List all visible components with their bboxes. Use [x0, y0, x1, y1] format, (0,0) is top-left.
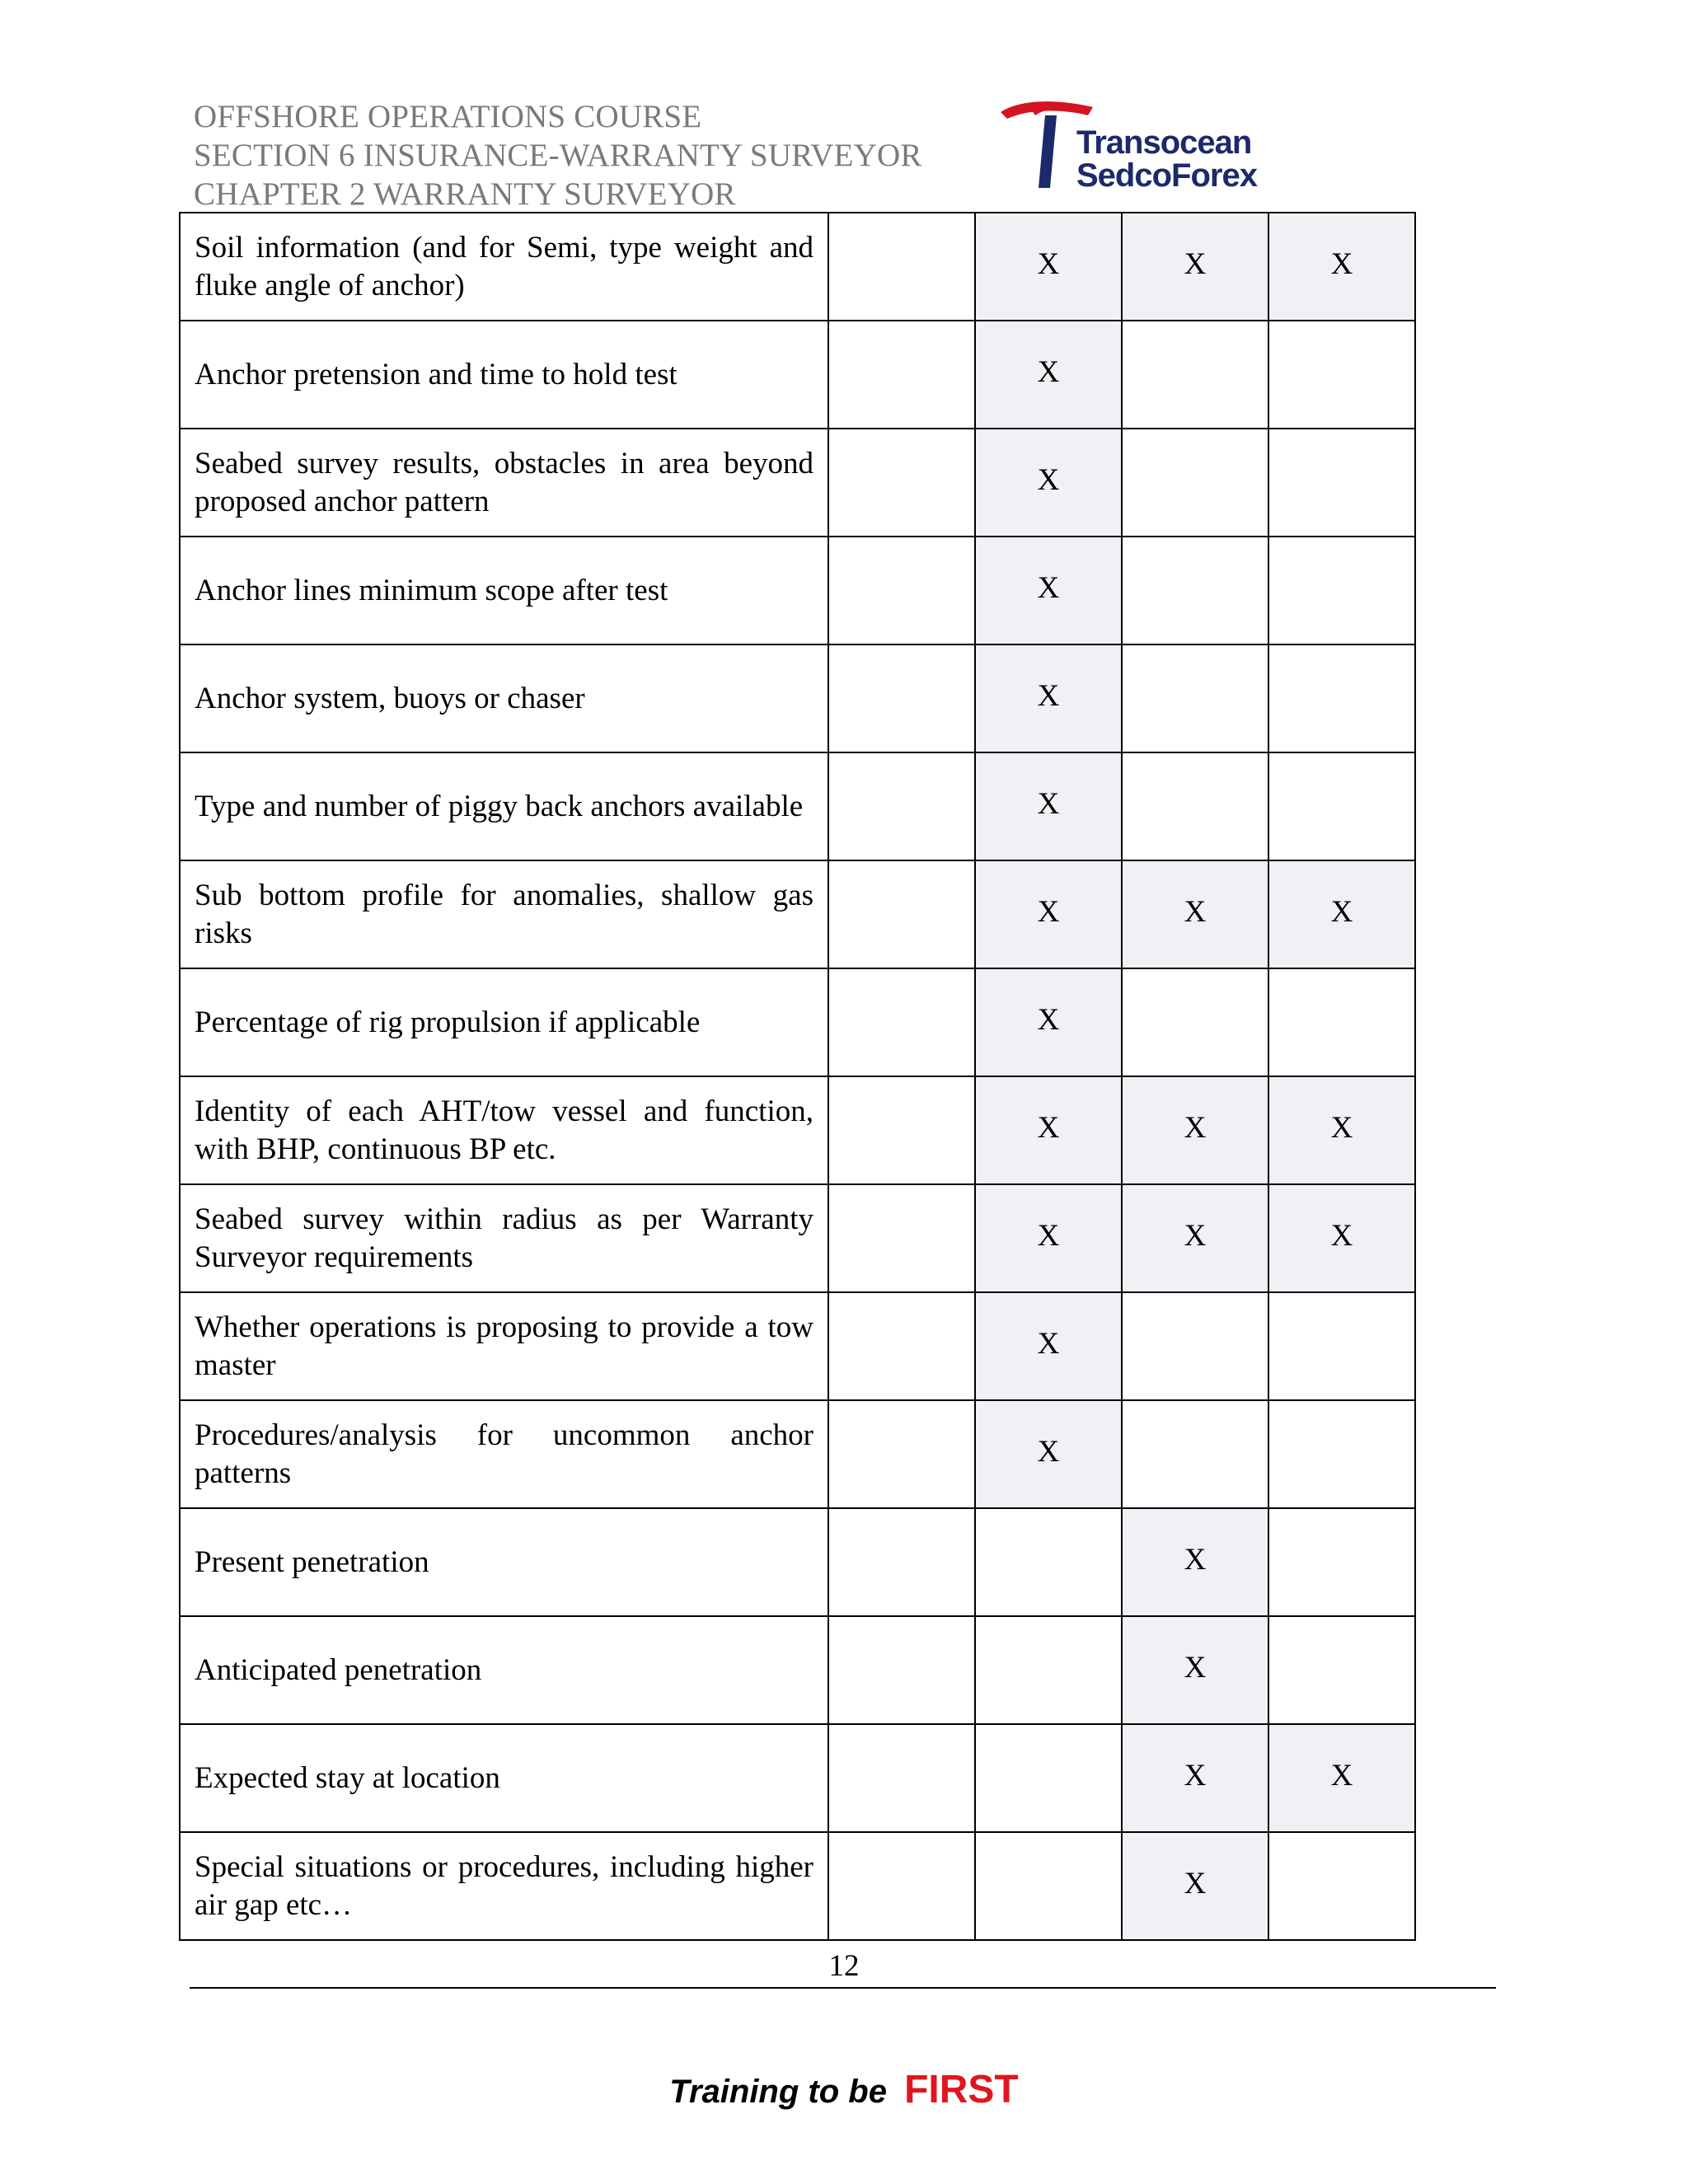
mark-cell: [975, 1616, 1122, 1724]
row-description: Seabed survey results, obstacles in area beyond proposed anchor pattern: [180, 429, 828, 537]
empty-cell: [828, 1724, 975, 1832]
mark-cell: [975, 1724, 1122, 1832]
mark-cell: X: [975, 213, 1122, 321]
table-row: [180, 860, 1415, 968]
row-description: Type and number of piggy back anchors available: [180, 752, 828, 860]
mark-cell: X: [975, 752, 1122, 860]
header-course-title: OFFSHORE OPERATIONS COURSE: [194, 99, 702, 134]
mark-cell: [1268, 321, 1415, 429]
mark-cell: X: [1268, 213, 1415, 321]
empty-cell: [828, 429, 975, 537]
mark-cell: X: [1122, 213, 1268, 321]
table-row: [180, 1832, 1415, 1940]
mark-cell: [975, 1832, 1122, 1940]
row-description: Expected stay at location: [180, 1724, 828, 1832]
footer-slogan: [0, 2067, 1688, 2112]
mark-cell: X: [975, 321, 1122, 429]
mark-cell: [1122, 321, 1268, 429]
footer-slogan-text: Training to be: [669, 2074, 887, 2110]
mark-cell: X: [1122, 860, 1268, 968]
empty-cell: [828, 752, 975, 860]
mark-cell: X: [1268, 1184, 1415, 1292]
empty-cell: [828, 1832, 975, 1940]
warranty-table-body: [180, 213, 1415, 1940]
empty-cell: [828, 1508, 975, 1616]
mark-cell: X: [975, 1292, 1122, 1400]
mark-cell: X: [1268, 1076, 1415, 1184]
empty-cell: [828, 213, 975, 321]
footer-divider: [190, 1987, 1496, 1989]
empty-cell: [828, 860, 975, 968]
mark-cell: [1268, 644, 1415, 752]
mark-cell: X: [975, 644, 1122, 752]
header-section-title: SECTION 6 INSURANCE-WARRANTY SURVEYOR: [194, 138, 922, 173]
row-description: Procedures/analysis for uncommon anchor patterns: [180, 1400, 828, 1508]
mark-cell: [1268, 1400, 1415, 1508]
mark-cell: [1122, 1400, 1268, 1508]
mark-cell: X: [1122, 1508, 1268, 1616]
mark-cell: [1122, 537, 1268, 644]
table-row: [180, 1724, 1415, 1832]
empty-cell: [828, 1616, 975, 1724]
table-row: [180, 537, 1415, 644]
mark-cell: X: [1122, 1832, 1268, 1940]
table-row: [180, 1184, 1415, 1292]
empty-cell: [828, 321, 975, 429]
table-row: [180, 1292, 1415, 1400]
mark-cell: [1122, 429, 1268, 537]
mark-cell: X: [975, 860, 1122, 968]
row-description: Percentage of rig propulsion if applicable: [180, 968, 828, 1076]
transocean-logo: [996, 97, 1292, 196]
mark-cell: X: [975, 968, 1122, 1076]
mark-cell: X: [975, 429, 1122, 537]
row-description: Anchor system, buoys or chaser: [180, 644, 828, 752]
mark-cell: [1268, 1292, 1415, 1400]
page-number: 12: [828, 1949, 860, 1983]
mark-cell: [1268, 1508, 1415, 1616]
mark-cell: X: [975, 1184, 1122, 1292]
warranty-requirements-table: [179, 212, 1416, 1941]
table-row: [180, 1508, 1415, 1616]
mark-cell: [1268, 1616, 1415, 1724]
mark-cell: X: [1268, 1724, 1415, 1832]
mark-cell: X: [975, 537, 1122, 644]
empty-cell: [828, 1076, 975, 1184]
mark-cell: [975, 1508, 1122, 1616]
mark-cell: [1122, 1292, 1268, 1400]
running-header: [194, 97, 1018, 213]
footer-slogan-highlight: FIRST: [904, 2068, 1019, 2111]
row-description: Present penetration: [180, 1508, 828, 1616]
table-row: [180, 213, 1415, 321]
empty-cell: [828, 644, 975, 752]
mark-cell: X: [1122, 1076, 1268, 1184]
table-row: [180, 968, 1415, 1076]
logo-wordmark-line1: Transocean: [1076, 124, 1252, 161]
empty-cell: [828, 1292, 975, 1400]
row-description: Identity of each AHT/tow vessel and function, with BHP, continuous BP etc.: [180, 1076, 828, 1184]
logo-wordmark-line2: SedcoForex: [1076, 157, 1257, 194]
row-description: Anticipated penetration: [180, 1616, 828, 1724]
row-description: Anchor lines minimum scope after test: [180, 537, 828, 644]
mark-cell: [1122, 968, 1268, 1076]
header-chapter-title: CHAPTER 2 WARRANTY SURVEYOR: [194, 176, 736, 212]
mark-cell: [1268, 537, 1415, 644]
mark-cell: X: [975, 1400, 1122, 1508]
row-description: Anchor pretension and time to hold test: [180, 321, 828, 429]
table-row: [180, 644, 1415, 752]
empty-cell: [828, 1184, 975, 1292]
table-row: [180, 1616, 1415, 1724]
empty-cell: [828, 1400, 975, 1508]
table-row: [180, 429, 1415, 537]
row-description: Special situations or procedures, including higher air gap etc…: [180, 1832, 828, 1940]
mark-cell: X: [1122, 1724, 1268, 1832]
table-row: [180, 321, 1415, 429]
table-row: [180, 1400, 1415, 1508]
row-description: Sub bottom profile for anomalies, shallow gas risks: [180, 860, 828, 968]
mark-cell: [1122, 752, 1268, 860]
row-description: Soil information (and for Semi, type weight and fluke angle of anchor): [180, 213, 828, 321]
row-description: Seabed survey within radius as per Warranty Surveyor requirements: [180, 1184, 828, 1292]
empty-cell: [828, 968, 975, 1076]
mark-cell: [1268, 968, 1415, 1076]
mark-cell: X: [1122, 1616, 1268, 1724]
mark-cell: [1268, 1832, 1415, 1940]
empty-cell: [828, 537, 975, 644]
mark-cell: [1122, 644, 1268, 752]
mark-cell: [1268, 429, 1415, 537]
mark-cell: [1268, 752, 1415, 860]
mark-cell: X: [975, 1076, 1122, 1184]
table-row: [180, 752, 1415, 860]
table-row: [180, 1076, 1415, 1184]
row-description: Whether operations is proposing to provide a tow master: [180, 1292, 828, 1400]
mark-cell: X: [1122, 1184, 1268, 1292]
mark-cell: X: [1268, 860, 1415, 968]
